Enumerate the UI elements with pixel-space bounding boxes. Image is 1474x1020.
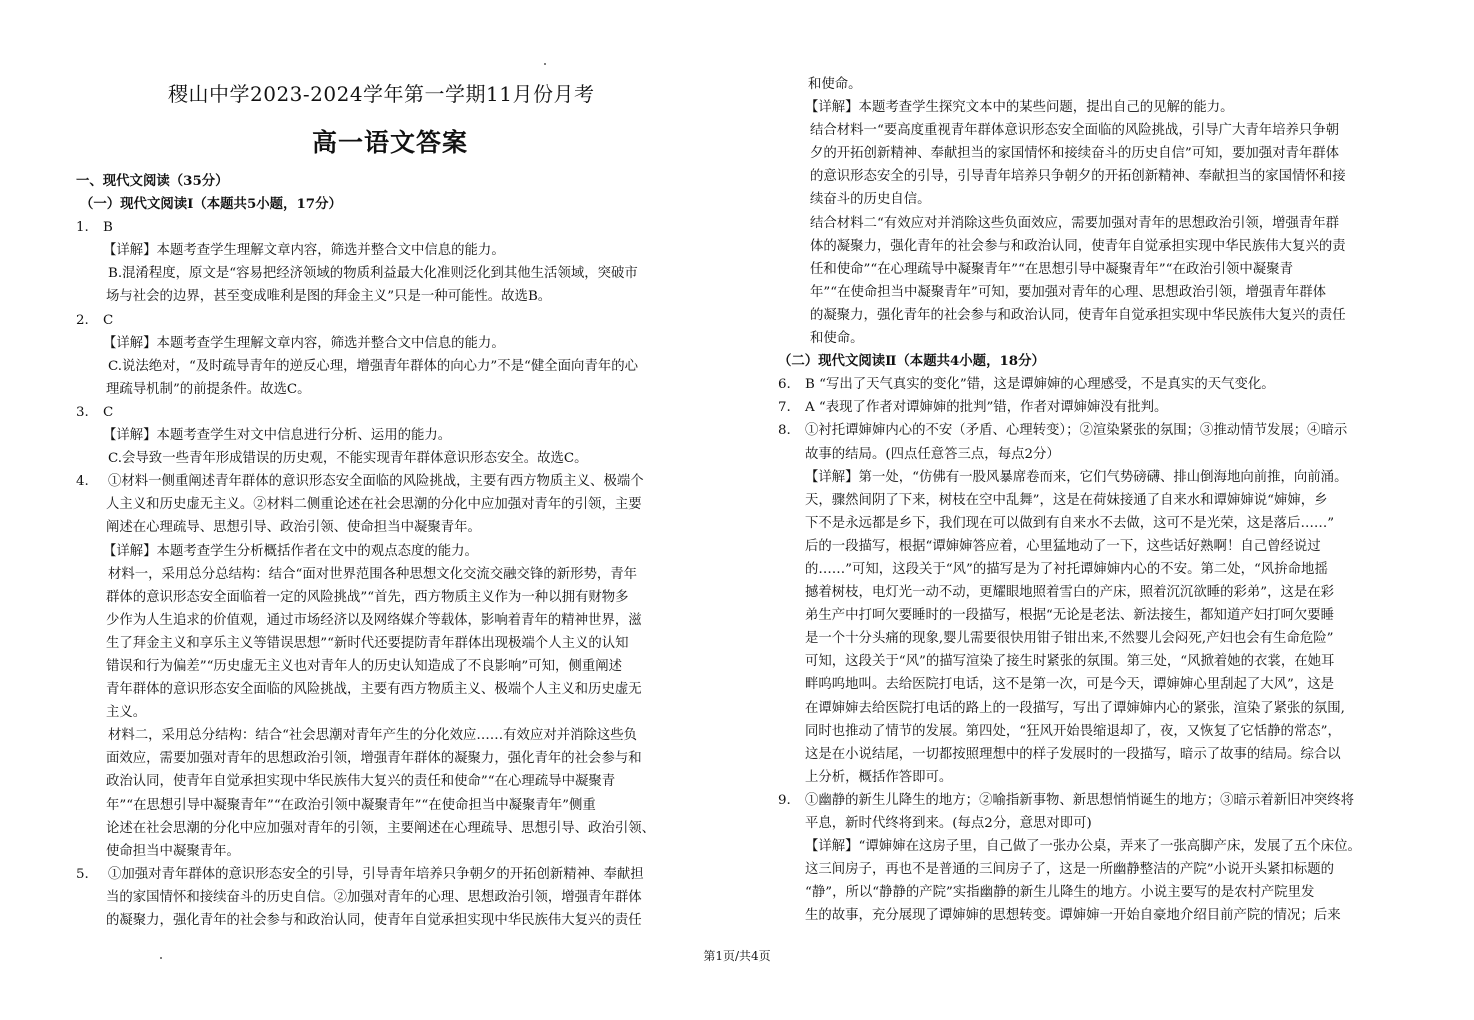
explanation-line: 材料二，采用总分结构：结合“社会思潮对青年产生的分化效应……有效应对并消除这些负 bbox=[108, 728, 638, 744]
explanation-line: C.会导致一些青年形成错误的历史观，不能实现青年群体意识形态安全。故选C。 bbox=[108, 451, 588, 467]
explanation-line: 的凝聚力，强化青年的社会参与和政治认同，使青年自觉承担实现中华民族伟大复兴的责任 bbox=[810, 307, 1346, 323]
question-number: 1. bbox=[76, 220, 89, 236]
explanation-line: C.说法绝对，“及时疏导青年的逆反心理，增强青年群体的向心力”不是“健全面向青年的心 bbox=[108, 358, 639, 374]
answer-line: B “写出了天气真实的变化”错，这是谭婶婶的心理感受，不是真实的天气变化。 bbox=[805, 377, 1275, 393]
answer: C bbox=[103, 312, 114, 328]
question-1 bbox=[76, 216, 702, 239]
explanation-line: B.混淆程度，原文是“容易把经济领域的物质利益最大化准则泛化到其他生活领域，突破市 bbox=[108, 266, 638, 282]
explanation-line: 少作为人生追求的价值观，通过市场经济以及网络媒介等载体，影响着青年的精神世界，滋 bbox=[106, 612, 642, 628]
explanation-line: 续奋斗的历史自信。 bbox=[810, 192, 931, 208]
question-5 bbox=[76, 863, 702, 886]
question-number: 6. bbox=[778, 377, 791, 393]
explanation-line: 政治认同，使青年自觉承担实现中华民族伟大复兴的责任和使命”“在心理疏导中凝聚青 bbox=[106, 774, 616, 790]
explanation-line: 这是在小说结尾，一切都按照理想中的样子发展时的一段描写，暗示了故事的结局。综合以 bbox=[805, 746, 1341, 762]
explanation-line: 【详解】第一处，“仿佛有一股风暴席卷而来，它们气势磅礴、排山倒海地向前推，向前涌。 bbox=[805, 469, 1348, 485]
explanation-line: 群体的意识形态安全面临着一定的风险挑战”“首先，西方物质主义作为一种以拥有财物多 bbox=[106, 589, 629, 605]
answer-line: 的凝聚力，强化青年的社会参与和政治认同，使青年自觉承担实现中华民族伟大复兴的责任 bbox=[106, 913, 642, 928]
explanation-line: 【详解】本题考查学生探究文本中的某些问题，提出自己的见解的能力。 bbox=[805, 100, 1234, 116]
explanation-line: 下不是永远都是乡下，我们现在可以做到有自来水不去做，这可不是光荣，这是落后……” bbox=[805, 515, 1335, 531]
left-column bbox=[76, 170, 702, 932]
subsection-heading: （一）现代文阅读Ⅰ（本题共5小题，17分） bbox=[80, 196, 342, 213]
explanation-line: 年”“在思想引导中凝聚青年”“在政治引领中凝聚青年”“在使命担当中凝聚青年”侧重 bbox=[106, 797, 596, 813]
school-heading: 稷山中学2023-2024学年第一学期11月份月考 bbox=[168, 82, 595, 106]
right-column bbox=[778, 73, 1404, 927]
explanation-line: 在谭婶婶去给医院打电话的路上的一段描写，写出了谭婶婶内心的紧张，渲染了紧张的氛围, bbox=[805, 700, 1345, 716]
explanation-line: 是一个十分头痛的现象,婴儿需要很快用钳子钳出来,不然婴儿会闷死,产妇也会有生命危险” bbox=[805, 631, 1334, 647]
answer-line: 阐述在心理疏导、思想引导、政治引领、使命担当中凝聚青年。 bbox=[106, 520, 481, 536]
question-number: 8. bbox=[778, 423, 791, 439]
explanation-line: “静”，所以“静静的产院”实指幽静的新生儿降生的地方。小说主要写的是农村产院里发 bbox=[805, 885, 1315, 901]
question-2 bbox=[76, 309, 702, 332]
question-number: 7. bbox=[778, 400, 791, 416]
question-6 bbox=[778, 373, 1404, 396]
answer-line: ①幽静的新生儿降生的地方；②喻指新事物、新思想悄悄诞生的地方；③暗示着新旧冲突终将 bbox=[805, 792, 1355, 808]
answer-line: A “表现了作者对谭婶婶的批判”错，作者对谭婶婶没有批判。 bbox=[805, 400, 1168, 416]
question-number: 2. bbox=[76, 312, 89, 328]
explanation-line: 【详解】本题考查学生对文中信息进行分析、运用的能力。 bbox=[103, 428, 452, 444]
answer-line: ①衬托谭婶婶内心的不安（矛盾、心理转变）；②渲染紧张的氛围；③推动情节发展；④暗示 bbox=[805, 423, 1348, 439]
explanation-line: 弟生产中打呵欠要睡时的一段描写，根据“无论是老法、新法接生，都知道产妇打呵欠要睡 bbox=[805, 608, 1335, 624]
explanation-line: 青年群体的意识形态安全面临的风险挑战，主要有西方物质主义、极端个人主义和历史虚无 bbox=[106, 682, 642, 698]
answer: C bbox=[103, 404, 114, 420]
question-8 bbox=[778, 419, 1404, 442]
answer-line: ①加强对青年群体的意识形态安全的引导，引导青年培养只争朝夕的开拓创新精神、奉献担 bbox=[108, 866, 644, 882]
explanation-line: 理疏导机制”的前提条件。故选C。 bbox=[106, 381, 311, 397]
explanation-line: 夕的开拓创新精神、奉献担当的家国情怀和接续奋斗的历史自信”可知，要加强对青年群体 bbox=[810, 146, 1340, 162]
explanation-line: 可知，这段关于“风”的描写渲染了接生时紧张的氛围。第三处，“风掀着她的衣裳，在她耳 bbox=[805, 654, 1335, 670]
answer-line: 和使命。 bbox=[808, 77, 862, 92]
question-number: 9. bbox=[778, 792, 791, 808]
question-number: 3. bbox=[76, 404, 89, 420]
explanation-line: 同时也推动了情节的发展。第四处，“狂风开始畏缩退却了，夜，又恢复了它恬静的常态”， bbox=[805, 723, 1341, 739]
answer-line: 当的家国情怀和接续奋斗的历史自信。②加强对青年的心理、思想政治引领，增强青年群体 bbox=[106, 889, 642, 905]
question-7 bbox=[778, 396, 1404, 419]
explanation-line: 任和使命”“在心理疏导中凝聚青年”“在思想引导中凝聚青年”“在政治引领中凝聚青 bbox=[810, 261, 1293, 277]
explanation-line: 体的凝聚力，强化青年的社会参与和政治认同，使青年自觉承担实现中华民族伟大复兴的责 bbox=[810, 238, 1346, 254]
explanation-line: 【详解】“谭婶婶在这房子里，自己做了一张办公桌，弄来了一张高脚产床，发展了五个床位。 bbox=[805, 839, 1361, 855]
explanation-line: 撼着树枝，电灯光一动不动，更耀眼地照着雪白的产床，照着沉沉欲睡的彩弟”，这是在彩 bbox=[805, 585, 1335, 601]
question-number: 5. bbox=[76, 866, 89, 882]
explanation-line: 的……”可知，这段关于“风”的描写是为了衬托谭婶婶内心的不安。第二处，“风拚命地摇 bbox=[805, 561, 1328, 577]
answer-line: ①材料一侧重阐述青年群体的意识形态安全面临的风险挑战，主要有西方物质主义、极端个 bbox=[108, 474, 644, 490]
explanation-line: 的意识形态安全的引导，引导青年培养只争朝夕的开拓创新精神、奉献担当的家国情怀和接 bbox=[810, 169, 1346, 185]
explanation-line: 面效应，需要加强对青年的思想政治引领，增强青年群体的凝聚力，强化青年的社会参与和 bbox=[106, 751, 642, 767]
explanation-line: 上分析，概括作答即可。 bbox=[805, 769, 953, 785]
explanation-line: 后的一段描写，根据“谭婶婶答应着，心里猛地动了一下，这些话好熟啊！自己曾经说过 bbox=[805, 538, 1321, 554]
answer-line: 故事的结局。(四点任意答三点，每点2分） bbox=[805, 446, 1060, 462]
answer: B bbox=[103, 220, 113, 236]
explanation-line: 使命担当中凝聚青年。 bbox=[106, 843, 240, 859]
page-number: 第1页/共4页 bbox=[703, 949, 771, 963]
question-4 bbox=[76, 470, 702, 493]
explanation-line: 【详解】本题考查学生理解文章内容，筛选并整合文中信息的能力。 bbox=[103, 335, 505, 351]
explanation-line: 材料一，采用总分总结构：结合“面对世界范围各种思想文化交流交融交锋的新形势，青年 bbox=[108, 566, 638, 582]
explanation-line: 天，骤然间阴了下来，树枝在空中乱舞”，这是在荷妹接通了自来水和谭婶婶说“婶婶，乡 bbox=[805, 492, 1328, 508]
answer-line: 人主义和历史虚无主义。②材料二侧重论述在社会思潮的分化中应加强对青年的引领，主要 bbox=[106, 497, 642, 513]
explanation-line: 主义。 bbox=[106, 705, 147, 721]
explanation-line: 畔呜呜地叫。去给医院打电话，这不是第一次，可是今天，谭婶婶心里刮起了大风”，这是 bbox=[805, 677, 1335, 693]
explanation-line: 【详解】本题考查学生理解文章内容，筛选并整合文中信息的能力。 bbox=[103, 243, 505, 259]
question-3 bbox=[76, 401, 702, 424]
explanation-line: 结合材料一“要高度重视青年群体意识形态安全面临的风险挑战，引导广大青年培养只争朝 bbox=[810, 123, 1340, 139]
explanation-line: 生了拜金主义和享乐主义等错误思想”“新时代还要提防青年群体出现极端个人主义的认知 bbox=[106, 635, 629, 651]
explanation-line: 年”“在使命担当中凝聚青年”可知，要加强对青年的心理、思想政治引领，增强青年群体 bbox=[810, 284, 1326, 300]
explanation-line: 场与社会的边界，甚至变成唯利是图的拜金主义”只是一种可能性。故选B。 bbox=[106, 289, 552, 305]
explanation-line: 结合材料二“有效应对并消除这些负面效应，需要加强对青年的思想政治引领，增强青年群 bbox=[810, 215, 1340, 231]
subsection-heading: （二）现代文阅读Ⅱ（本题共4小题，18分） bbox=[778, 353, 1045, 370]
explanation-line: 【详解】本题考查学生分析概括作者在文中的观点态度的能力。 bbox=[103, 543, 478, 559]
question-number: 4. bbox=[76, 474, 89, 490]
explanation-line: 生的故事，充分展现了谭婶婶的思想转变。谭婶婶一开始自豪地介绍目前产院的情况；后来 bbox=[805, 908, 1341, 924]
scan-dot bbox=[544, 63, 546, 65]
explanation-line: 错误和行为偏差”“历史虚无主义也对青年人的历史认知造成了不良影响”可知，侧重阐述 bbox=[106, 658, 622, 674]
section-heading: 一、现代文阅读（35分） bbox=[76, 173, 229, 189]
explanation-line: 和使命。 bbox=[810, 331, 864, 347]
question-9 bbox=[778, 789, 1404, 812]
explanation-line: 论述在社会思潮的分化中应加强对青年的引领，主要阐述在心理疏导、思想引导、政治引领、 bbox=[106, 820, 656, 836]
answer-line: 平息，新时代终将到来。(每点2分，意思对即可) bbox=[805, 816, 1092, 831]
explanation-line: 这三间房子，再也不是普通的三间房子了，这是一所幽静整洁的产院”小说开头紧扣标题的 bbox=[805, 862, 1335, 878]
page-title: 高一语文答案 bbox=[312, 128, 469, 157]
